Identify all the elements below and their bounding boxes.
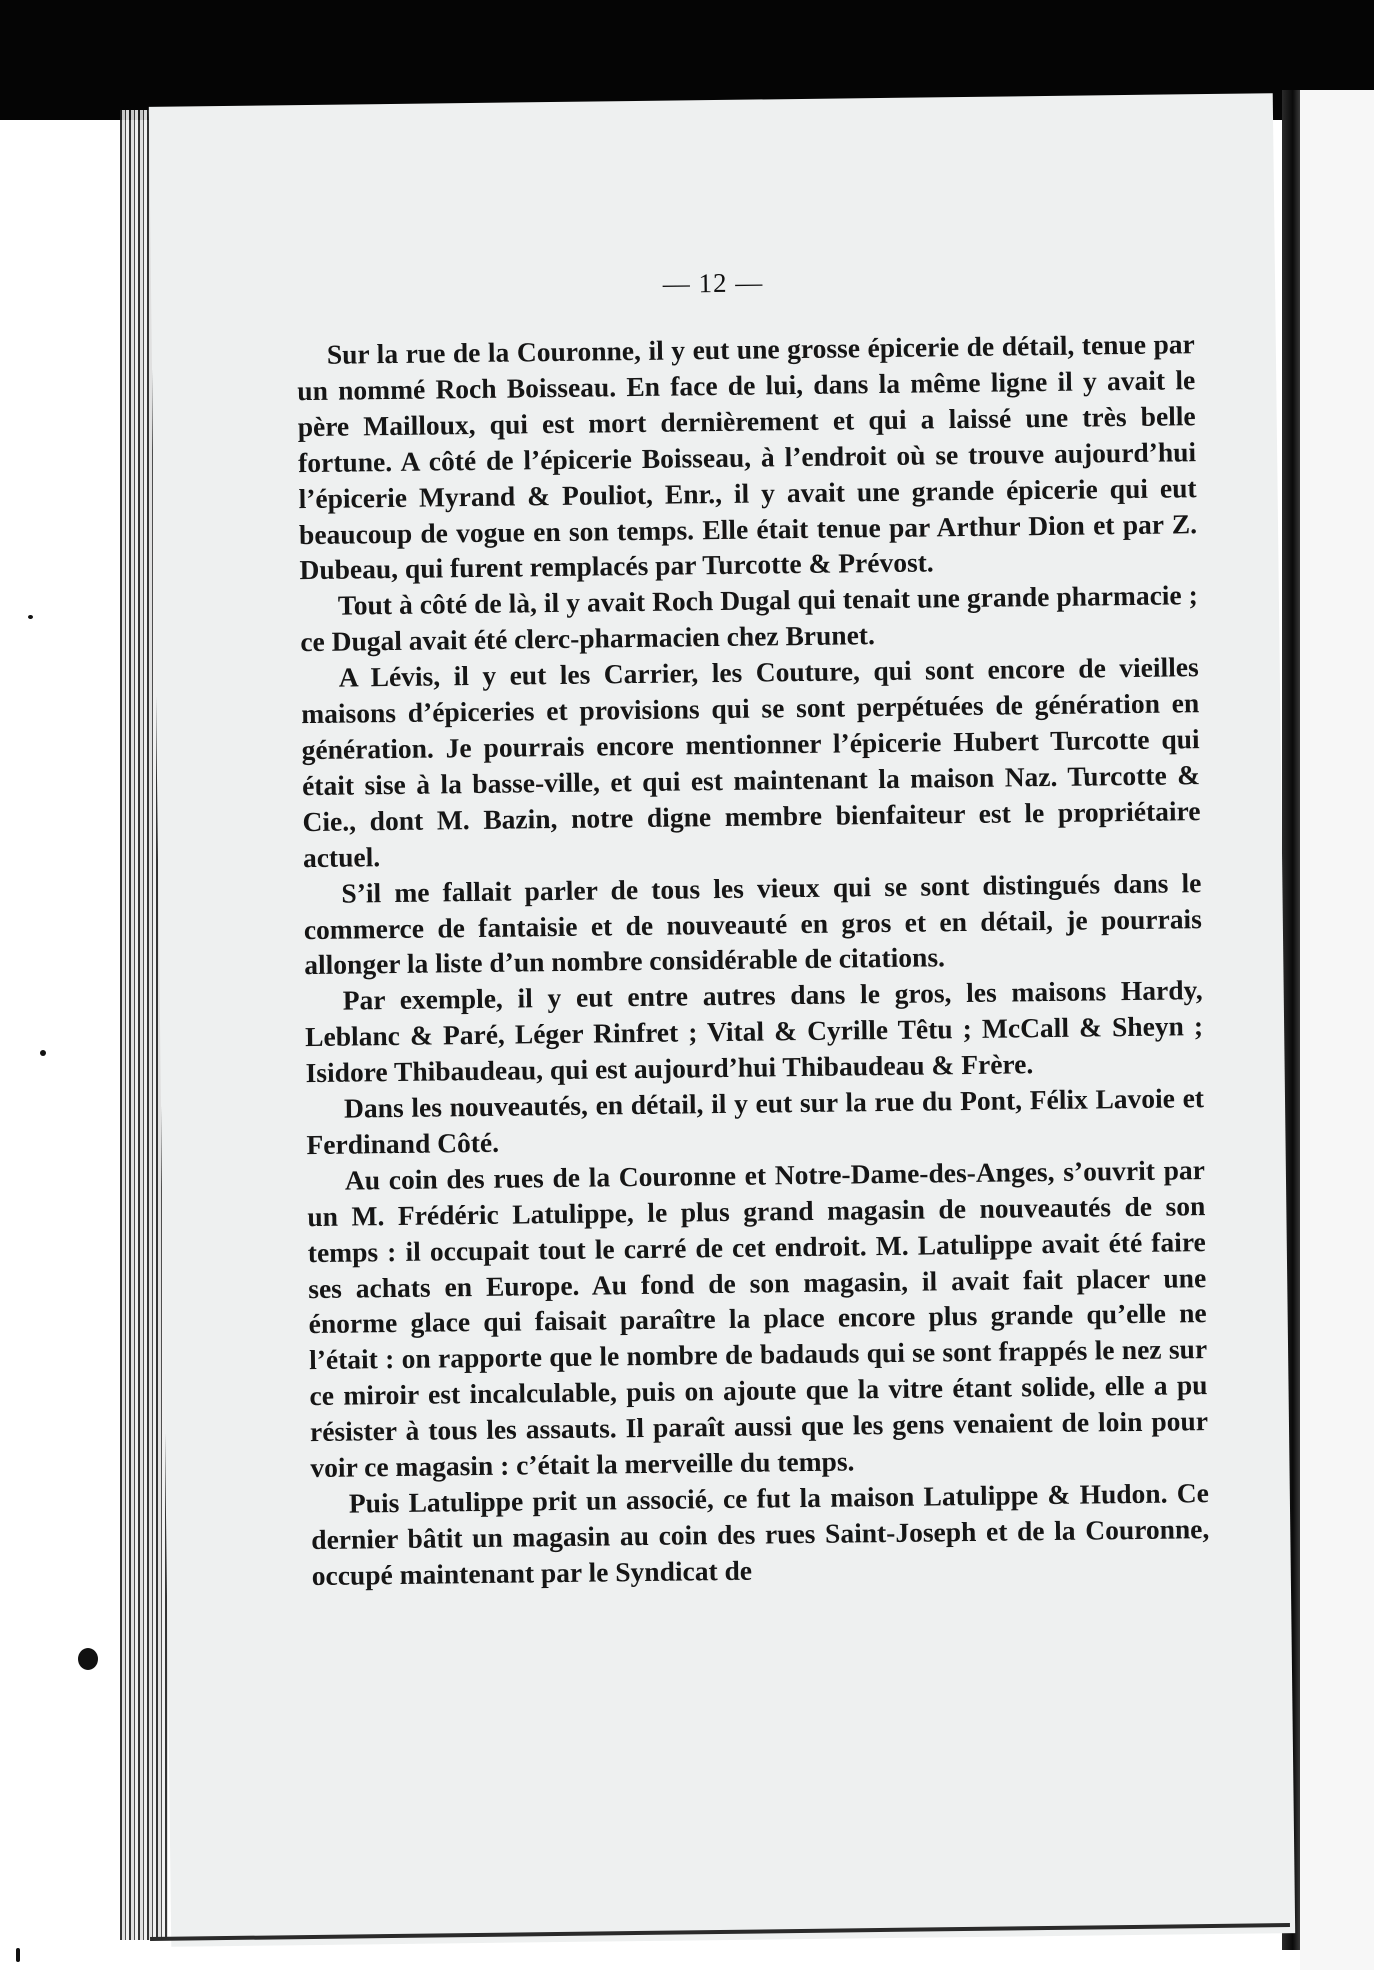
paragraph: Sur la rue de la Couronne, il y eut une grosse épicerie de détail, tenue par un nommé Roch Boisseau. En face de lui, dans la même ligne il y avait le père Mailloux, qui est mort dernièrement et qui a laissé une très belle fortune. A côté de l’épicerie Boisseau, à l’endroit où se trouve aujourd’hui l’épicerie Myrand & Pouliot, Enr., il y avait une grande épicerie qui eut beaucoup de vogue en son temps. Elle était tenue par Arthur Dion et par Z. Dubeau, qui furent remplacés par Turcotte & Prévost. — [297, 328, 1198, 586]
paragraph: Au coin des rues de la Couronne et Notre-Dame-des-Anges, s’ouvrit par un M. Frédéric Latulippe, le plus grand magasin de nouveautés de son temps : il occupait tout le carré de cet endroit. M. Latulippe avait été faire ses achats en Europe. Au fond de son magasin, il avait fait placer une énorme glace qui faisait paraître la place encore plus grande qu’elle ne l’était : on rapporte que le nombre de badauds qui se sont frappés le nez sur ce miroir est incalculable, puis on ajoute que la vitre étant solide, elle a pu résister à tous les assauts. Il paraît aussi que les gens venaient de loin pour voir ce magasin : c’était la merveille du temps. — [307, 1153, 1209, 1484]
scan-speck — [78, 1648, 98, 1670]
paragraph: Dans les nouveautés, en détail, il y eut sur la rue du Pont, Félix Lavoie et Ferdinand Côté. — [306, 1082, 1205, 1161]
paragraph: S’il me fallait parler de tous les vieux qui se sont distingués dans le commerce de fantaisie et de nouveauté en gros et en détail, je pourrais allonger la liste d’un nombre considérable de citations. — [303, 866, 1202, 981]
paragraph: Tout à côté de là, il y avait Roch Dugal qui tenait une grande pharmacie ; ce Dugal avait été clerc-pharmacien chez Brunet. — [300, 579, 1199, 658]
scan-speck — [40, 1050, 46, 1056]
scan-right-margin — [1300, 90, 1374, 1970]
paragraph: Puis Latulippe prit un associé, ce fut la maison Latulippe & Hudon. Ce dernier bâtit un magasin au coin des rues Saint-Joseph et de la Couronne, occupé maintenant par le Syndicat de — [311, 1477, 1210, 1591]
scan-speck — [28, 615, 33, 619]
paragraph: Par exemple, il y eut entre autres dans le gros, les maisons Hardy, Leblanc & Paré, Léger Rinfret ; Vital & Cyrille Têtu ; McCall & Sheyn ; Isidore Thibaudeau, qui est aujourd’hui Thibaudeau & Frère. — [304, 974, 1204, 1089]
book-page — [149, 93, 1295, 1947]
page-body-text — [297, 326, 1210, 1594]
page-number: — 12 — — [662, 267, 764, 299]
scan-speck — [16, 1948, 20, 1962]
paragraph: A Lévis, il y eut les Carrier, les Couture, qui sont encore de vieilles maisons d’épiceries et provisions qui se sont perpétuées de génération en génération. Je pourrais encore mentionner l’épicerie Hubert Turcotte qui était sise à la basse-ville, et qui est maintenant la maison Naz. Turcotte & Cie., dont M. Bazin, notre digne membre bienfaiteur est le propriétaire actuel. — [301, 651, 1201, 873]
